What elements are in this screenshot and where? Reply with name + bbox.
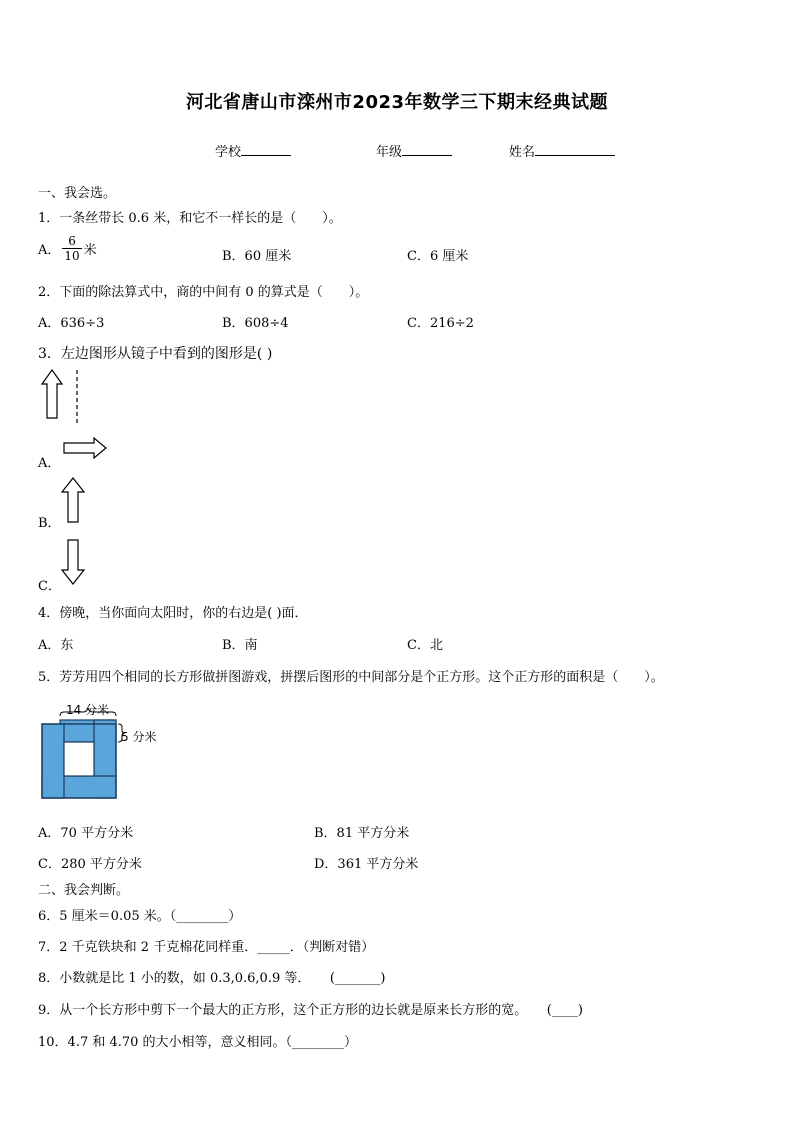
section-2-heading: 二、我会判断。 [38,883,130,898]
question-4: 4．傍晚，当你面向太阳时，你的右边是( )面． [38,606,308,621]
school-field[interactable] [215,141,291,160]
question-10[interactable]: 10．4.7 和 4.70 的大小相等，意义相同。（________） [38,1035,358,1050]
question-5: 5．芳芳用四个相同的长方形做拼图游戏，拼摆后图形的中间部分是个正方形。这个正方形的面积是（ ）。 [38,670,664,685]
q5-option-c[interactable]: C．280 平方分米 [38,857,142,872]
school-blank[interactable] [241,143,291,156]
grade-blank[interactable] [402,143,452,156]
q3-option-a[interactable]: A． [38,456,61,471]
up-arrow-icon [62,478,84,522]
question-3: 3．左边图形从镜子中看到的图形是( ) [38,346,273,362]
puzzle-rect-left [42,724,64,798]
puzzle-center-square [64,742,94,776]
q4-option-b[interactable]: B．南 [222,638,258,653]
q1-option-a-unit: 米 [83,243,97,258]
q3-option-b[interactable]: B． [38,516,61,531]
q3-option-c-figure[interactable] [60,538,90,588]
name-blank[interactable] [535,143,615,156]
q2-option-b[interactable]: B．608÷4 [222,316,289,331]
q4-option-c[interactable]: C．北 [407,638,443,653]
name-label: 姓名 [509,145,536,160]
question-2: 2．下面的除法算式中，商的中间有 0 的算式是（ ）。 [38,285,369,300]
question-7[interactable]: 7．2 千克铁块和 2 千克棉花同样重．_____．（判断对错） [38,940,375,955]
question-8[interactable]: 8．小数就是比 1 小的数，如 0.3,0.6,0.9 等． (_______) [38,971,386,986]
name-field[interactable] [509,141,615,160]
school-label: 学校 [215,145,242,160]
puzzle-square [42,720,116,798]
q5-option-d[interactable]: D．361 平方分米 [314,857,419,872]
q1-option-a[interactable] [38,234,97,263]
q2-option-a[interactable]: A．636÷3 [38,316,105,331]
q2-option-c[interactable]: C．216÷2 [407,316,474,331]
q3-option-a-figure[interactable] [62,436,112,462]
q1-option-b[interactable]: B．60 厘米 [222,249,292,264]
up-arrow-icon [42,370,62,418]
q3-option-b-figure[interactable] [60,476,90,526]
q5-option-a[interactable]: A．70 平方分米 [38,826,134,841]
q1-option-a-label: A． [38,243,61,258]
grade-label: 年级 [376,145,403,160]
q3-original-figure [40,368,90,428]
question-6[interactable]: 6．5 厘米＝0.05 米。（________） [38,909,242,924]
q3-option-c[interactable]: C． [38,579,61,594]
question-1: 1．一条丝带长 0.6 米，和它不一样长的是（ ）。 [38,211,342,226]
grade-field[interactable] [376,141,452,160]
q5-label-top: 14 分米 [66,703,110,717]
section-1-heading: 一、我会选。 [38,186,117,201]
down-arrow-icon [62,540,84,584]
q4-option-a[interactable]: A．东 [38,638,74,653]
q5-option-b[interactable]: B．81 平方分米 [314,826,410,841]
right-arrow-icon [64,438,106,458]
page-title: 河北省唐山市滦州市2023年数学三下期末经典试题 [185,92,609,113]
fraction-numerator: 6 [62,234,81,249]
fraction-denominator: 10 [64,249,80,263]
q1-fraction [62,234,81,263]
q5-label-side: 5 分米 [121,730,157,744]
question-9[interactable]: 9．从一个长方形中剪下一个最大的正方形，这个正方形的边长就是原来长方形的宽。 (____) [38,1003,583,1018]
q1-option-c[interactable]: C．6 厘米 [407,249,469,264]
